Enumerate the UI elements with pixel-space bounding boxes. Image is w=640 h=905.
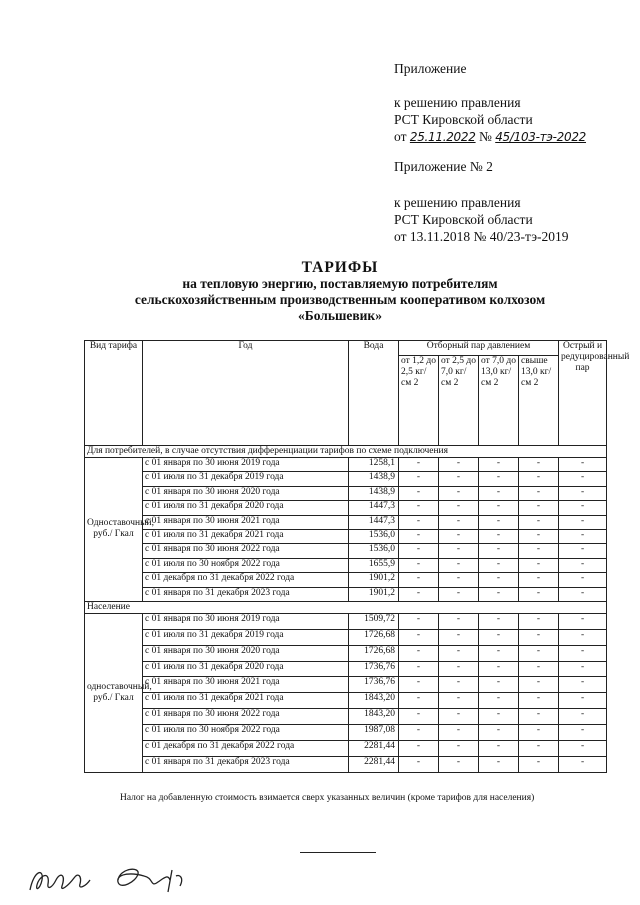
dash-cell: - — [519, 472, 559, 486]
dash-cell: - — [519, 544, 559, 558]
dash-cell: - — [399, 573, 439, 587]
dash-cell: - — [559, 693, 607, 709]
dash-cell: - — [439, 677, 479, 693]
period-cell: с 01 июля по 30 ноября 2022 года — [143, 558, 349, 572]
dash-cell: - — [439, 544, 479, 558]
decision-date-line — [394, 128, 586, 146]
dash-cell: - — [439, 458, 479, 472]
period-cell: с 01 декабря по 31 декабря 2022 года — [143, 741, 349, 757]
dash-cell: - — [399, 756, 439, 772]
dash-cell: - — [519, 661, 559, 677]
period-cell: с 01 декабря по 31 декабря 2022 года — [143, 573, 349, 587]
dash-cell: - — [479, 756, 519, 772]
period-cell: с 01 июля по 30 ноября 2022 года — [143, 725, 349, 741]
header-year: Год — [143, 341, 349, 446]
water-value-cell: 1536,0 — [349, 544, 399, 558]
dash-cell: - — [559, 573, 607, 587]
water-value-cell: 1901,2 — [349, 573, 399, 587]
header-sharp: Острый и редуцированный пар — [559, 341, 607, 446]
dash-cell: - — [399, 544, 439, 558]
section2-label: Население — [85, 601, 607, 613]
decision2-line2: РСТ Кировской области — [394, 212, 533, 227]
dash-cell: - — [559, 515, 607, 529]
period-cell: с 01 июля по 31 декабря 2019 года — [143, 629, 349, 645]
period-cell: с 01 января по 30 июня 2020 года — [143, 486, 349, 500]
vat-footnote: Налог на добавленную стоимость взимается сверх указанных величин (кроме тарифов для населения) — [120, 793, 535, 803]
header-steam-1: от 1,2 до 2,5 кг/см 2 — [399, 356, 439, 446]
section1-row — [85, 446, 607, 458]
dash-cell: - — [519, 677, 559, 693]
dash-cell: - — [559, 458, 607, 472]
water-value-cell: 1447,3 — [349, 501, 399, 515]
dash-cell: - — [439, 661, 479, 677]
water-value-cell: 1843,20 — [349, 709, 399, 725]
decision2-line1: к решению правления — [394, 195, 521, 210]
attachment2-decision — [394, 194, 569, 245]
header-row — [85, 341, 607, 356]
attachment2-title: Приложение № 2 — [394, 159, 493, 174]
dash-cell: - — [519, 629, 559, 645]
document-title — [60, 260, 620, 324]
number-prefix: № — [478, 129, 492, 144]
title-line1: на тепловую энергию, поставляемую потребителям — [182, 276, 498, 291]
handwritten-signature-2 — [110, 862, 190, 896]
dash-cell: - — [559, 756, 607, 772]
header-steam-4: свыше 13,0 кг/см 2 — [519, 356, 559, 446]
table-row — [85, 472, 607, 486]
tariff-kind-cell: одноставочный, руб./ Гкал — [85, 613, 143, 772]
table-row — [85, 677, 607, 693]
decision-line2: РСТ Кировской области — [394, 112, 533, 127]
water-value-cell: 1536,0 — [349, 529, 399, 543]
dash-cell: - — [559, 486, 607, 500]
handwritten-signature-1 — [26, 864, 96, 898]
tariff-table — [84, 340, 630, 773]
dash-cell: - — [559, 661, 607, 677]
dash-cell: - — [519, 587, 559, 601]
water-value-cell: 1509,72 — [349, 613, 399, 629]
dash-cell: - — [559, 501, 607, 515]
dash-cell: - — [559, 677, 607, 693]
dash-cell: - — [519, 558, 559, 572]
dash-cell: - — [479, 573, 519, 587]
dash-cell: - — [559, 629, 607, 645]
header-steam-3: от 7,0 до 13,0 кг/см 2 — [479, 356, 519, 446]
dash-cell: - — [519, 515, 559, 529]
dash-cell: - — [479, 725, 519, 741]
dash-cell: - — [479, 677, 519, 693]
water-value-cell: 1726,68 — [349, 629, 399, 645]
table-row — [85, 458, 607, 472]
period-cell: с 01 января по 30 июня 2019 года — [143, 613, 349, 629]
period-cell: с 01 января по 31 декабря 2023 года — [143, 587, 349, 601]
dash-cell: - — [479, 613, 519, 629]
dash-cell: - — [479, 645, 519, 661]
table-row — [85, 501, 607, 515]
dash-cell: - — [399, 587, 439, 601]
dash-cell: - — [399, 629, 439, 645]
period-cell: с 01 января по 30 июня 2019 года — [143, 458, 349, 472]
dash-cell: - — [479, 486, 519, 500]
section2-row — [85, 601, 607, 613]
dash-cell: - — [399, 741, 439, 757]
dash-cell: - — [559, 725, 607, 741]
dash-cell: - — [439, 613, 479, 629]
dash-cell: - — [439, 741, 479, 757]
dash-cell: - — [559, 587, 607, 601]
dash-cell: - — [559, 613, 607, 629]
dash-cell: - — [399, 693, 439, 709]
dash-cell: - — [559, 558, 607, 572]
dash-cell: - — [519, 529, 559, 543]
dash-cell: - — [519, 756, 559, 772]
header-steam-2: от 2,5 до 7,0 кг/см 2 — [439, 356, 479, 446]
dash-cell: - — [399, 515, 439, 529]
tariff-kind-cell: Одноставочный, руб./ Гкал — [85, 458, 143, 602]
dash-cell: - — [479, 629, 519, 645]
header-steam: Отборный пар давлением — [399, 341, 559, 356]
period-cell: с 01 июля по 31 декабря 2020 года — [143, 661, 349, 677]
dash-cell: - — [399, 529, 439, 543]
dash-cell: - — [479, 693, 519, 709]
dash-cell: - — [439, 693, 479, 709]
dash-cell: - — [559, 544, 607, 558]
period-cell: с 01 июля по 31 декабря 2019 года — [143, 472, 349, 486]
dash-cell: - — [519, 501, 559, 515]
table-row — [85, 573, 607, 587]
water-value-cell: 2281,44 — [349, 741, 399, 757]
table-row — [85, 558, 607, 572]
header-kind: Вид тарифа — [85, 341, 143, 446]
dash-cell: - — [399, 725, 439, 741]
dash-cell: - — [399, 709, 439, 725]
dash-cell: - — [559, 529, 607, 543]
attachment-decision — [394, 94, 586, 146]
attachment-title: Приложение — [394, 61, 467, 76]
table-row — [85, 629, 607, 645]
dash-cell: - — [479, 741, 519, 757]
date-prefix: от — [394, 129, 407, 144]
dash-cell: - — [519, 613, 559, 629]
dash-cell: - — [399, 558, 439, 572]
table-row — [85, 741, 607, 757]
period-cell: с 01 января по 30 июня 2021 года — [143, 515, 349, 529]
table-row — [85, 661, 607, 677]
water-value-cell: 1736,76 — [349, 661, 399, 677]
dash-cell: - — [439, 529, 479, 543]
dash-cell: - — [519, 645, 559, 661]
period-cell: с 01 июля по 31 декабря 2021 года — [143, 693, 349, 709]
water-value-cell: 1655,9 — [349, 558, 399, 572]
dash-cell: - — [519, 693, 559, 709]
table-row — [85, 756, 607, 772]
dash-cell: - — [479, 458, 519, 472]
table-row — [85, 709, 607, 725]
dash-cell: - — [399, 486, 439, 500]
period-cell: с 01 января по 30 июня 2022 года — [143, 544, 349, 558]
dash-cell: - — [479, 501, 519, 515]
dash-cell: - — [559, 741, 607, 757]
dash-cell: - — [399, 472, 439, 486]
dash-cell: - — [559, 472, 607, 486]
water-value-cell: 1843,20 — [349, 693, 399, 709]
header-water: Вода — [349, 341, 399, 446]
section1-body — [85, 458, 607, 602]
period-cell: с 01 января по 30 июня 2022 года — [143, 709, 349, 725]
water-value-cell: 1901,2 — [349, 587, 399, 601]
title-line2: сельскохозяйственным производственным кооперативом колхозом — [134, 292, 546, 307]
dash-cell: - — [519, 709, 559, 725]
water-value-cell: 1447,3 — [349, 515, 399, 529]
dash-cell: - — [439, 472, 479, 486]
water-value-cell: 1438,9 — [349, 472, 399, 486]
section2-body — [85, 613, 607, 772]
table-row — [85, 544, 607, 558]
dash-cell: - — [479, 544, 519, 558]
water-value-cell: 2281,44 — [349, 756, 399, 772]
dash-cell: - — [439, 515, 479, 529]
dash-cell: - — [519, 741, 559, 757]
dash-cell: - — [479, 515, 519, 529]
dash-cell: - — [439, 587, 479, 601]
title-line3: «Большевик» — [298, 308, 382, 323]
table-row — [85, 613, 607, 629]
dash-cell: - — [399, 677, 439, 693]
dash-cell: - — [519, 458, 559, 472]
decision-number: 45/103-тэ-2022 — [495, 130, 587, 144]
dash-cell: - — [479, 472, 519, 486]
period-cell: с 01 января по 30 июня 2021 года — [143, 677, 349, 693]
decision-date: 25.11.2022 — [409, 130, 476, 144]
dash-cell: - — [479, 529, 519, 543]
dash-cell: - — [439, 558, 479, 572]
period-cell: с 01 июля по 31 декабря 2021 года — [143, 529, 349, 543]
table-row — [85, 645, 607, 661]
water-value-cell: 1258,1 — [349, 458, 399, 472]
period-cell: с 01 января по 31 декабря 2023 года — [143, 756, 349, 772]
dash-cell: - — [439, 645, 479, 661]
dash-cell: - — [439, 501, 479, 515]
table-row — [85, 529, 607, 543]
dash-cell: - — [519, 486, 559, 500]
water-value-cell: 1726,68 — [349, 645, 399, 661]
section1-label: Для потребителей, в случае отсутствия дифференциации тарифов по схеме подключения — [85, 446, 607, 458]
dash-cell: - — [399, 661, 439, 677]
dash-cell: - — [439, 756, 479, 772]
dash-cell: - — [399, 458, 439, 472]
table-row — [85, 486, 607, 500]
dash-cell: - — [439, 486, 479, 500]
water-value-cell: 1736,76 — [349, 677, 399, 693]
table-row — [85, 693, 607, 709]
dash-cell: - — [479, 558, 519, 572]
signature-line — [300, 852, 376, 853]
decision-line1: к решению правления — [394, 95, 521, 110]
dash-cell: - — [559, 645, 607, 661]
dash-cell: - — [479, 709, 519, 725]
dash-cell: - — [439, 629, 479, 645]
dash-cell: - — [479, 587, 519, 601]
dash-cell: - — [399, 501, 439, 515]
water-value-cell: 1438,9 — [349, 486, 399, 500]
dash-cell: - — [399, 645, 439, 661]
dash-cell: - — [439, 573, 479, 587]
decision2-date-line: от 13.11.2018 № 40/23-тэ-2019 — [394, 229, 569, 244]
dash-cell: - — [439, 725, 479, 741]
dash-cell: - — [399, 613, 439, 629]
dash-cell: - — [479, 661, 519, 677]
dash-cell: - — [439, 709, 479, 725]
water-value-cell: 1987,08 — [349, 725, 399, 741]
title-main: ТАРИФЫ — [301, 259, 379, 276]
table-row — [85, 515, 607, 529]
dash-cell: - — [559, 709, 607, 725]
dash-cell: - — [519, 725, 559, 741]
period-cell: с 01 января по 30 июня 2020 года — [143, 645, 349, 661]
dash-cell: - — [519, 573, 559, 587]
table-row — [85, 587, 607, 601]
period-cell: с 01 июля по 31 декабря 2020 года — [143, 501, 349, 515]
table-row — [85, 725, 607, 741]
